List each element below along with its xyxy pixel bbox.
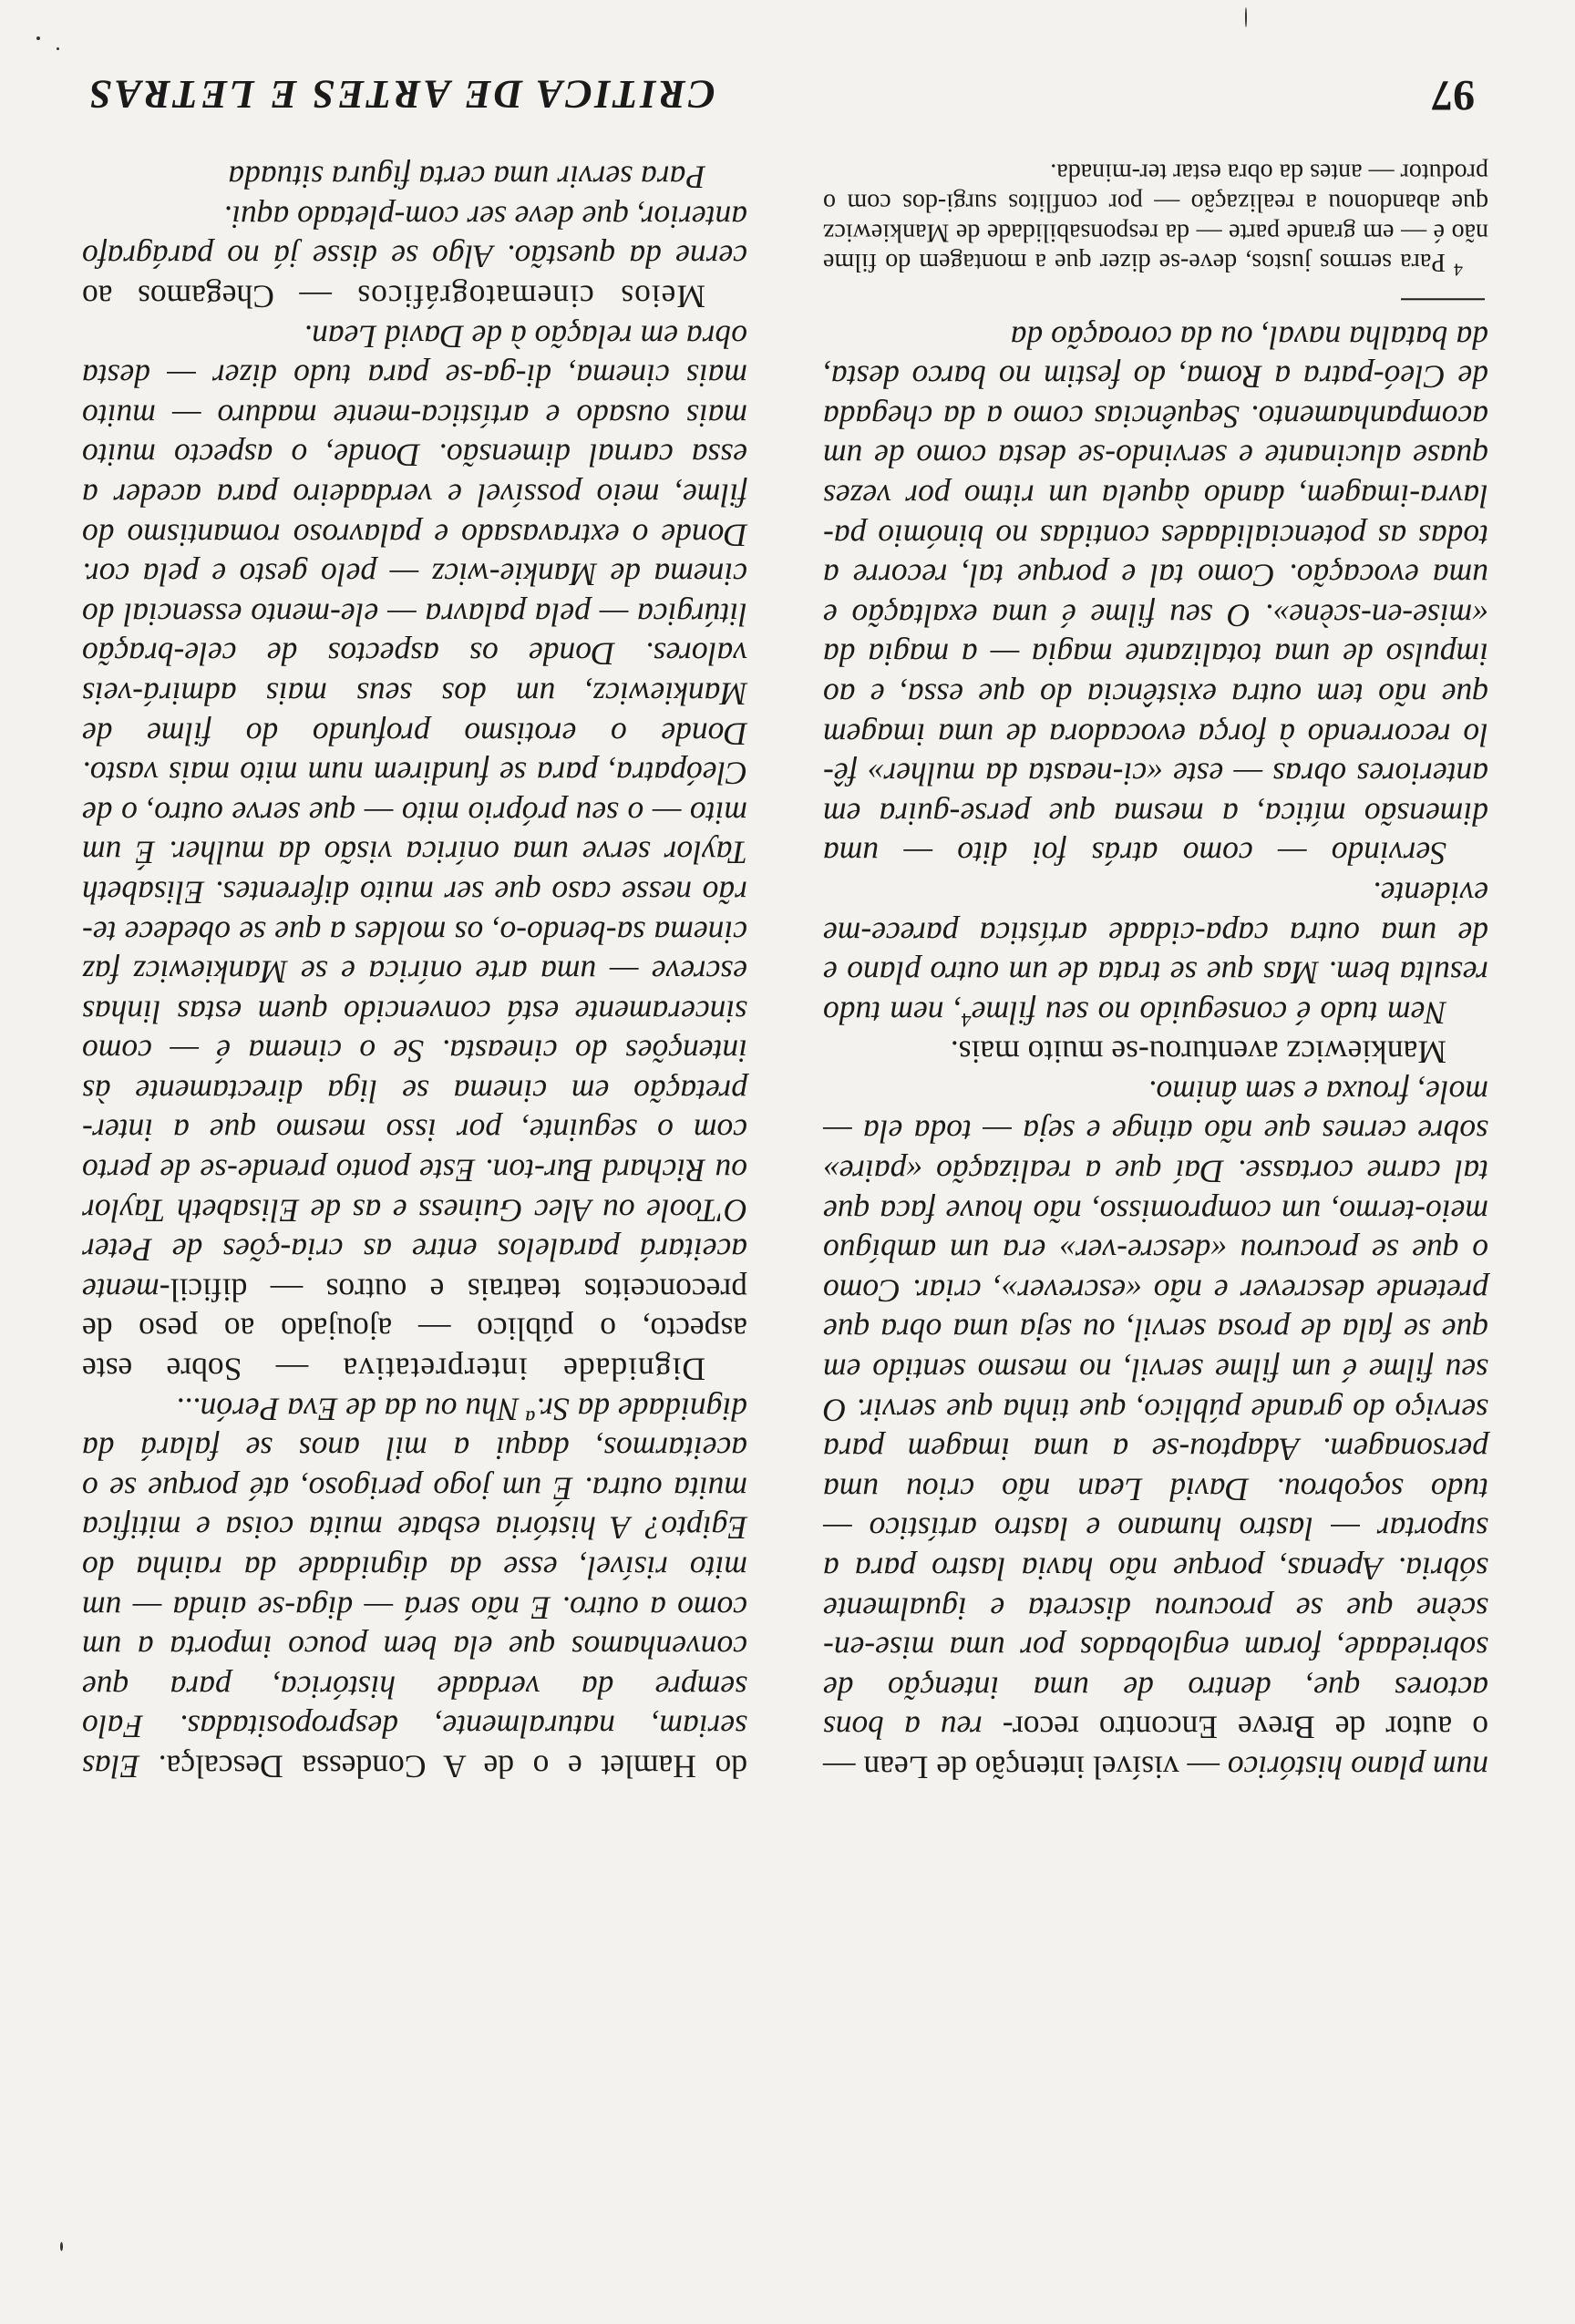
text-run: do Hamlet e o de A Condessa Descalça.: [158, 1748, 747, 1785]
italic-phrase: num plano histórico: [1227, 1749, 1488, 1786]
right-column: [82, 157, 747, 1785]
footnote-number: 4: [1454, 259, 1463, 280]
paragraph: Servindo — como atrás foi dito — uma dimensão mítica, a mesma que perse-guira em anteriores obras — este «ci-neasta da mulher» fê-lo recorrendo à força evocadora de uma imagem que não tem outra existência do que essa, e ao impulso de uma totalizante magia — a magia da «mise-en-scène». O seu filme é uma exaltação e uma evocação. Como tal e porque tal, recorre a todas as potencialidades contidas no binómio pa-lavra-imagem, dando àquela um ritmo por vezes quase alucinante e servindo-se desta como de um acompanhamento. Sequências como a da chegada de Cleó-patra a Roma, do festim no barco desta, da batalha naval, ou da coroação da: [823, 318, 1488, 872]
paragraph: [823, 1072, 1488, 1787]
scan-speck: [57, 47, 59, 50]
scan-speck: [1245, 7, 1247, 27]
text-run: — Chegamos ao: [82, 278, 357, 315]
left-column: [823, 157, 1488, 1786]
journal-title: CRITICA DE ARTES E LETRAS: [87, 72, 715, 117]
section-heading: Meios cinematográficos: [356, 278, 705, 315]
italic-text: , nem tudo resulta bem. Mas que se trata de um outro plano e de uma outra capa-cidade artística parece-me evidente.: [822, 875, 1488, 1032]
text-run: — Sobre este aspecto, o público — ajoujado ao peso de preconceitos teatrais e outros — dificil-: [82, 1271, 747, 1388]
text-run: — visível intenção de Lean — o autor de Breve Encontro recor-: [823, 1709, 1488, 1786]
scan-speck: [60, 2242, 63, 2251]
italic-text: cerne da questão. Algo se disse já no parágrafo anterior, que deve ser com-pletado aqui.: [82, 199, 747, 275]
running-header: [87, 66, 1475, 120]
section-heading: Dignidade interpretativa: [342, 1351, 705, 1388]
footnote-reference: 4: [961, 1008, 972, 1032]
paragraph: [823, 873, 1488, 1032]
paragraph: [82, 315, 747, 1388]
footnote-divider: [1401, 298, 1485, 300]
paragraph: Para servir uma certa figura situada: [228, 159, 705, 196]
page-number: 97: [1431, 71, 1475, 119]
paragraph: [82, 197, 747, 316]
scan-speck: [36, 36, 40, 40]
italic-text: mente aceitará paralelos entre as cria-ções de Peter O'Toole ou Alec Guiness e as de Elisabeth Taylor ou Richard Bur-ton. Este ponto prende-se de perto com o seguinte, por isso mesmo que a inter-pretação em cinema se liga directamente às intenções do cineasta. Se o cinema é — como sinceramente está convencido quem estas linhas escreve — uma arte onírica e se Mankiewicz faz cinema sa-bendo-o, os moldes a que se obedece te-rão nesse caso que ser muito diferentes. Elisabeth Taylor serve uma onírica visão da mulher. É um mito — o seu próprio mito — que serve outro, o de Cleópatra, para se fundirem num mito mais vasto. Donde o erotismo profundo do filme de Mankiewicz, um dos seus mais admirá-veis valores. Donde os aspectos de cele-bração litúrgica — pela palavra — ele-mento essencial do cinema de Mankie-wicz — pelo gesto e pela cor. Donde o extravasado e palavroso romantismo do filme, meio possível e verdadeiro para aceder a essa carnal dimensão. Donde, o aspecto muito mais ousado e artística-mente maduro — muito mais cinema, di-ga-se para tudo dizer — desta obra em relação à de David Lean.: [82, 317, 747, 1309]
footnote-text: Para sermos justos, deve-se dizer que a montagem do filme não é — em grande parte — da responsabilidade de Mankiewicz que abandonou a realização — por conflitos surgi-dos com o produtor — antes da obra estar ter-minada.: [823, 158, 1488, 276]
italic-text: reu a bons actores que, dentro de uma intenção de sobriedade, foram englobados por uma mise-en-scène que se procurou discreta e igualmente sóbria. Apenas, porque não havia lastro para a suportar — lastro humano e lastro artístico — tudo soçobrou. David Lean não criou uma personagem. Adaptou-se a uma imagem para serviço do grande público, que tinha que servir. O seu filme é um filme servil, no mesmo sentido em que se fala de prosa servil, ou seja uma obra que pretende descrever e não «escrever», criar. Como o que se procurou «descre-ver» era um ambíguo meio-termo, um compromisso, não houve faca que tal carne cortasse. Daí que a realização «paire» sobre cernes que não atinge e seja — toda ela — mole, frouxa e sem ânimo.: [822, 1074, 1488, 1746]
italic-text: Elas seriam, naturalmente, despropositadas. Falo sempre da verdade histórica, para que convenhamos que ela bem pouco importa a um como a outro. E não será — diga-se ainda — um mito risível, esse da dignidade da rainha do Egipto? A história esbate muita coisa e mitifica muita outra. É um jogo perigoso, até porque se o aceitarmos, daqui a mil anos se falará da dignidade da Sr.ª Nhu ou da de Eva Perón...: [82, 1391, 747, 1785]
italic-text: Nem tudo é conseguido no seu filme: [971, 994, 1446, 1032]
paragraph: Mankiewicz aventurou-se muito mais.: [950, 1033, 1446, 1071]
footnote: [823, 157, 1488, 283]
paragraph: [82, 1388, 747, 1785]
